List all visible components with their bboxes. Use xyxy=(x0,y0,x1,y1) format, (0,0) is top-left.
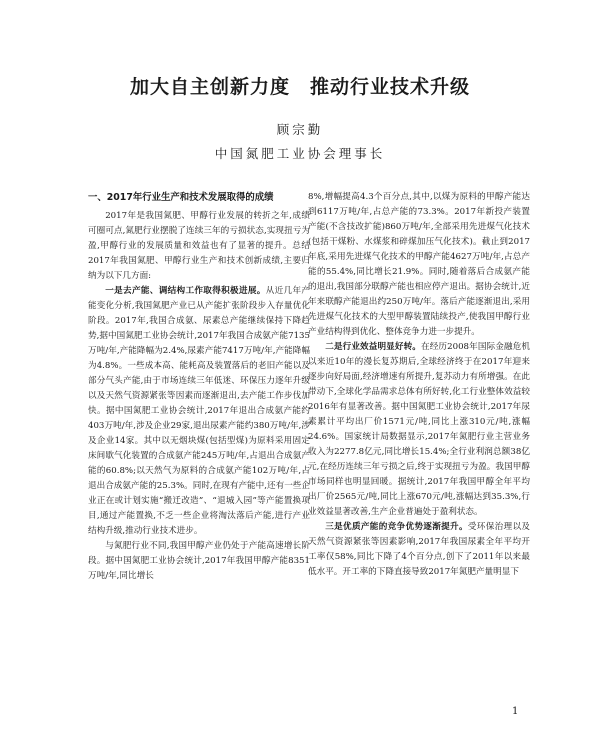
left-column xyxy=(88,190,310,584)
article-title: 加大自主创新力度 推动行业技术升级 xyxy=(129,76,470,98)
paragraph: 2017年是我国氮肥、甲醇行业发展的转折之年,成绩可圈可点,氮肥行业摆脱了连续三年的亏损状态,实现扭亏为盈,甲醇行业的发展质量和效益也有了显著的提升。总结2017年我国氮肥、甲醇行业生产和技术创新成绩,主要归纳为以下几方面: xyxy=(88,211,310,281)
paragraph: 8%,增幅提高4.3个百分点,其中,以煤为原料的甲醇产能达到6117万吨/年,占总产能的73.3%。2017年新投产装置产能(不含技改扩能)860万吨/年,全部采用先进煤气化技术(包括干煤粉、水煤浆和碎煤加压气化技术)。截止到2017年底,采用先进煤气化技术的甲醇产能4627万吨/年,占总产能的55.4%,同比增长21.9%。同时,随着落后合成氨产能的退出,我国部分联醇产能也相应停产退出。据协会统计,近年来联醇产能退出约250万吨/年。落后产能逐渐退出,采用先进煤气化技术的大型甲醇装置陆续投产,使我国甲醇行业产业结构得到优化、整体竞争力进一步提升。 xyxy=(308,192,530,337)
section-heading: 一、2017年行业生产和技术发展取得的成绩 xyxy=(88,192,274,203)
paragraph-lead: 一是去产能、调结构工作取得积极进展。 xyxy=(105,286,266,296)
paragraph-body: 从近几年产能变化分析,我国氮肥产业已从产能扩张阶段步入存量优化阶段。2017年,我国合成氨、尿素总产能继续保持下降趋势,据中国氮肥工业协会统计,2017年我国合成氨产能7135万吨/年,产能降幅为2.4%,尿素产能7417万吨/年,产能降幅为4.8%。一些成本高、能耗高及装置落后的老旧产能以及部分气头产能,由于市场连续三年低迷、环保压力逐年升级以及天然气资源紧张等因素而逐渐退出,去产能工作步伐加快。据中国氮肥工业协会统计,2017年退出合成氨产能约403万吨/年,涉及企业29家,退出尿素产能约380万吨/年,涉及企业14家。其中以无烟块煤(包括型煤)为原料采用固定床间歇气化装置的合成氨产能245万吨/年,占退出合成氨产能的60.8%;以天然气为原料的合成氨产能102万吨/年,占退出合成氨产能的25.3%。同时,在现有产能中,还有一些企业正在或计划实施“搬迁改造”、“退城入园”等产能置换项目,通过产能置换,不乏一些企业将淘汰落后产能,进行产业结构升级,推动行业技术进步。 xyxy=(88,286,310,536)
paragraph: 与氮肥行业不同,我国甲醇产业仍处于产能高速增长阶段。据中国氮肥工业协会统计,2017年我国甲醇产能8351万吨/年,同比增长 xyxy=(88,541,310,581)
right-column xyxy=(308,190,530,580)
paragraph-lead: 三是优质产能的竞争优势逐渐提升。 xyxy=(325,522,468,532)
paragraph xyxy=(88,284,310,539)
author-affiliation: 中国氮肥工业协会理事长 xyxy=(214,146,386,161)
paragraph xyxy=(308,520,530,580)
author-name: 顾宗勤 xyxy=(276,122,324,137)
paragraph-body: 在经历2008年国际金融危机以来近10年的漫长复苏期后,全球经济终于在2017年迎来逐步向好局面,经济增速有所提升,复苏动力有所增强。在此带动下,全球化学品需求总体有所好转,化工行业整体效益较2016年有显著改善。据中国氮肥工业协会统计,2017年尿素累计平均出厂价1571元/吨,同比上涨310元/吨,涨幅24.6%。国家统计局数据显示,2017年氮肥行业主营业务收入为2277.8亿元,同比增长15.4%;全行业利润总额38亿元,在经历连续三年亏损之后,终于实现扭亏为盈。我国甲醇市场同样也明显回暖。据统计,2017年我国甲醇全年平均出厂价2565元/吨,同比上涨670元/吨,涨幅达到35.3%,行业效益显著改善,生产企业普遍处于盈利状态。 xyxy=(308,342,530,517)
page-number: 1 xyxy=(512,706,519,717)
paragraph-lead: 二是行业效益明显好转。 xyxy=(325,342,422,352)
paragraph-body: 受环保治理以及天然气资源紧张等因素影响,2017年我国尿素全年平均开工率仅58%,同比下降了4个百分点,创下了2011年以来最低水平。开工率的下降直接导致2017年氮肥产量明显下 xyxy=(308,522,530,577)
paragraph xyxy=(308,340,530,520)
